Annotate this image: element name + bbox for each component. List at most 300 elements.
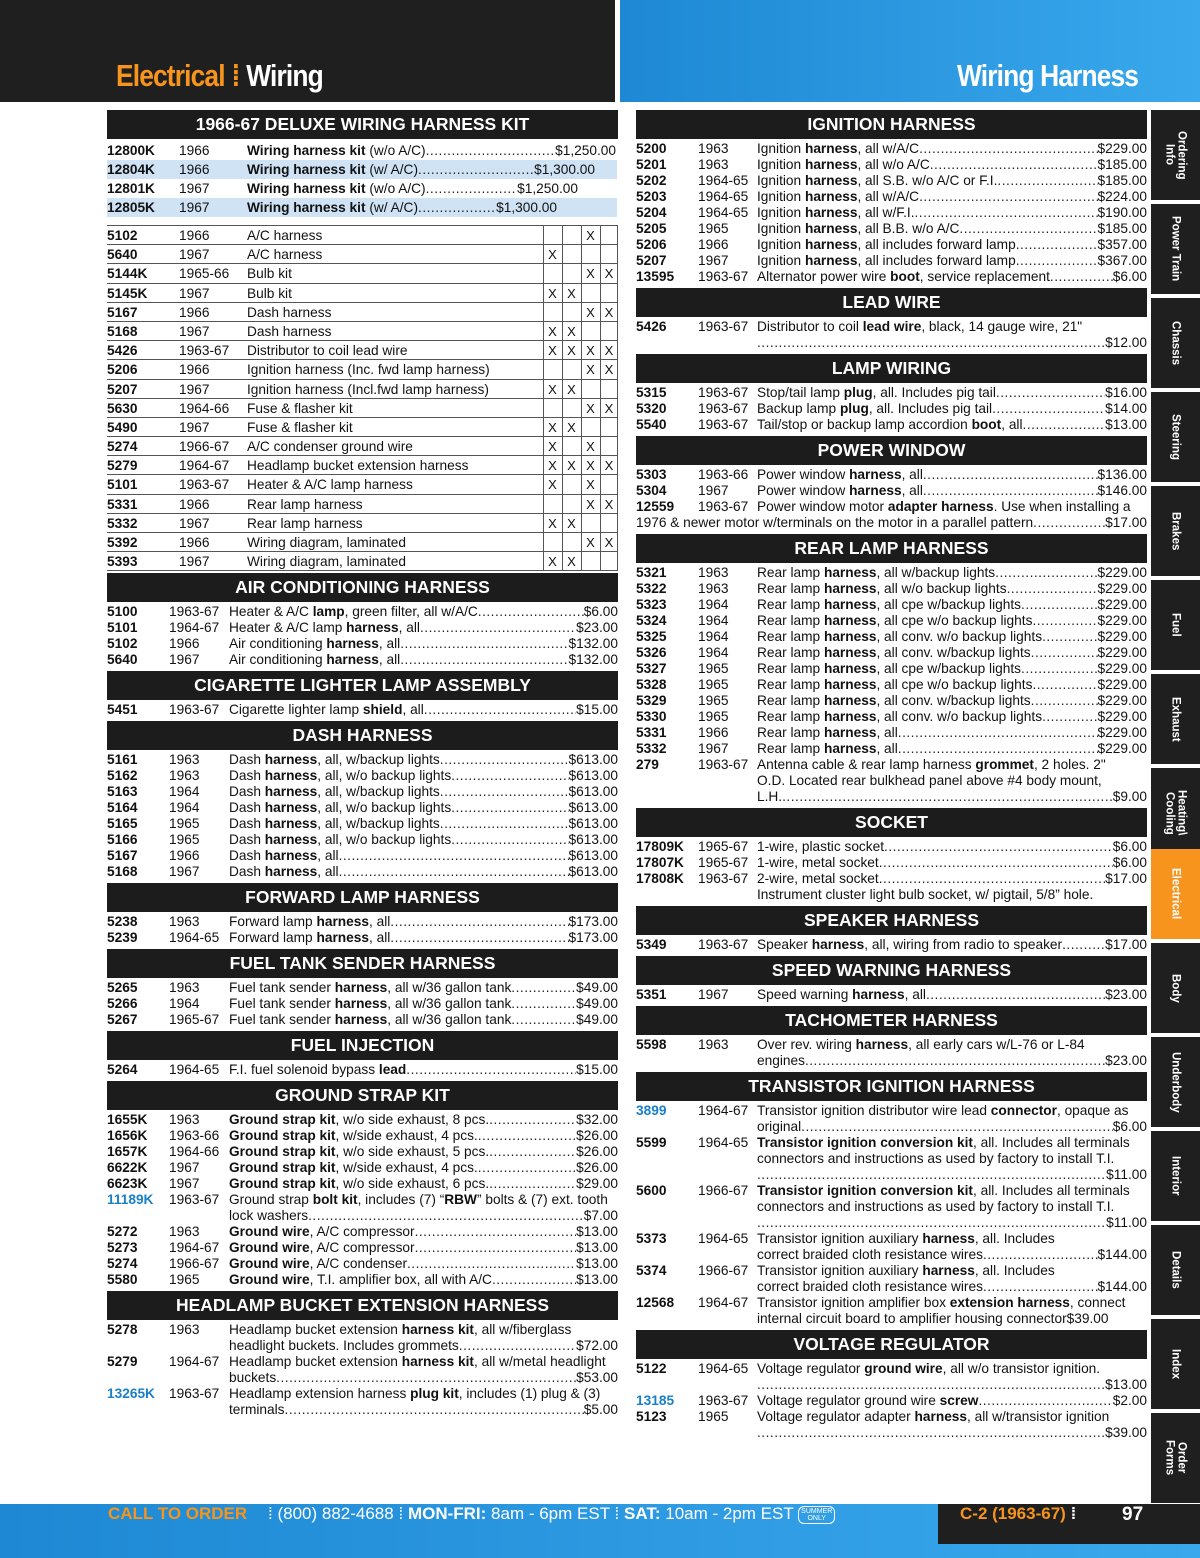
part-number: 1657K [107,1144,148,1160]
price: $229.00 [1097,613,1147,628]
catalog-item [107,1160,618,1176]
catalog-item [107,996,618,1012]
part-number: 5161 [107,752,138,768]
part-number: 5239 [107,930,138,946]
item-name: Bulb kit [247,266,292,282]
description [229,1128,618,1144]
emphasis-text: adapter harness [887,499,994,514]
kit-name: Wiring harness kit [247,181,366,196]
emphasis-text: harness [316,914,369,930]
leader-dots [992,401,1105,417]
item-line [636,1311,1147,1327]
description-text: Dash [229,816,265,832]
price: $6.00 [1112,839,1147,854]
description [229,1160,618,1176]
year: 1965 [698,677,729,692]
emphasis-text: harness [804,221,858,236]
footer-sep: ⁞ [398,1504,404,1523]
description [229,816,618,832]
price: $17.00 [1105,937,1147,952]
year: 1963-67 [698,385,749,400]
tab-exhaust[interactable] [1151,674,1200,764]
item-line [636,1053,1147,1069]
year: 1963-67 [698,871,749,886]
item-description [229,1128,478,1144]
part-number: 5204 [636,205,667,220]
grid-row [107,475,618,494]
item-description [757,1247,983,1263]
section-header: SOCKET [636,808,1147,837]
kit-check-cell: X [581,475,599,494]
catalog-item [107,604,618,620]
price: $132.00 [568,636,618,652]
tab-steering[interactable] [1151,392,1200,482]
leader-dots [459,1338,576,1354]
description-text: Dash [229,864,265,880]
catalog-item [636,693,1147,709]
kit-check-cell [600,514,618,533]
leader-dots [1023,417,1106,433]
item-line [636,189,1147,205]
item-description [757,709,1042,725]
part-number: 5426 [107,343,138,359]
right-column [636,110,1147,1444]
item-description [757,157,930,173]
item-line [107,1192,618,1208]
price: $17.00 [1105,515,1147,530]
description-text: , 2 holes. 2" [1033,757,1106,772]
description-text: Headlamp bucket extension [229,1354,402,1370]
description [757,839,1147,855]
leader-dots [1050,269,1113,285]
description [757,1199,1147,1215]
tab-power-train[interactable] [1151,204,1200,294]
section-header: FUEL INJECTION [107,1031,618,1060]
item-line [636,581,1147,597]
price: $6.00 [1112,1119,1147,1134]
year: 1963 [169,1112,200,1128]
tab-details[interactable] [1151,1225,1200,1315]
price: $29.00 [576,1176,618,1192]
leader-dots [339,848,569,864]
description-text: , all. Includes [974,1263,1055,1278]
part-number: 5331 [636,725,667,740]
price: $13.00 [1105,417,1147,432]
kit-name: Wiring harness kit [247,200,366,215]
description [757,629,1147,645]
tab-heating-cooling[interactable] [1151,768,1200,858]
catalog-item [636,709,1147,725]
description-text: , A/C condenser [309,1256,407,1272]
kit-check-cell: X [581,360,599,379]
price: $229.00 [1097,141,1147,156]
kit-check-cell [543,495,561,514]
kit-check-cell: X [581,399,599,418]
item-line [636,319,1147,335]
price: $132.00 [568,652,618,668]
description [247,141,616,160]
description-text: , all [876,725,898,740]
description [757,757,1147,773]
grid-row [107,456,618,475]
catalog-item [636,1361,1147,1393]
left-column [107,110,618,1421]
year: 1964-65 [698,189,749,204]
item-description [229,914,390,930]
tab-chassis[interactable] [1151,298,1200,388]
emphasis-text: extension harness [949,1295,1070,1310]
part-number: 12568 [636,1295,675,1310]
item-description [757,467,923,483]
leader-dots [511,996,576,1012]
section [636,956,1147,1006]
leader-dots [1032,613,1097,629]
kit-check-cell [562,437,580,456]
leader-dots [426,179,517,198]
grid-row [107,514,618,533]
description-text: Rear lamp [757,741,824,756]
emphasis-text: harness [326,636,379,652]
item-line [107,800,618,816]
item-line [107,768,618,784]
price: $173.00 [568,930,618,946]
item-description [757,677,1032,693]
tab-brakes[interactable] [1151,486,1200,576]
description-text: Voltage regulator adapter [757,1409,915,1424]
item-line [636,1037,1147,1053]
price: $146.00 [1097,483,1147,498]
item-line [636,1361,1147,1377]
part-number[interactable]: 11189K [107,1192,154,1208]
kit-check-cell [581,418,599,437]
year: 1963-67 [169,702,220,718]
catalog-item [636,677,1147,693]
item-line [636,237,1147,253]
kit-check-cell [600,245,618,264]
price: $613.00 [568,752,618,768]
description [757,597,1147,613]
item-line [107,848,618,864]
description-text: , all w/A/C [857,189,920,204]
year: 1963 [169,980,200,996]
leader-dots [420,620,576,636]
catalog-item [636,173,1147,189]
part-number: 5373 [636,1231,667,1246]
item-line [107,702,618,718]
kit-check-cell [543,303,561,322]
leader-dots [919,189,1097,205]
description-text: , all early cars w/L-76 or L-84 [908,1037,1085,1052]
emphasis-text: harness [264,832,318,848]
kit-check-cell [600,552,618,571]
description [229,1370,618,1386]
tab-interior[interactable] [1151,1131,1200,1221]
description [757,1135,1147,1151]
description-text: . Use when installing a [993,499,1131,514]
part-number[interactable]: 13265K [107,1386,155,1402]
part-number: 5328 [636,677,667,692]
item-name: A/C harness [247,228,323,243]
section [636,1330,1147,1444]
item-description [757,1393,978,1409]
description [229,864,618,880]
section [636,534,1147,808]
description-text: , all [378,652,401,668]
kit-check-cell: X [600,399,618,418]
description [757,385,1147,401]
description-text: , all conv. w/o backup lights [876,629,1043,644]
description-text: , w/side exhaust, 4 pcs. [335,1160,478,1176]
description-text: Transistor ignition auxiliary [757,1263,923,1278]
part-number: 5166 [107,832,138,848]
kit-check-cell: X [581,264,599,283]
item-line [636,221,1147,237]
item-name: Wiring diagram, laminated [247,554,406,570]
leader-dots [418,160,534,179]
emphasis-text: harness [804,253,858,268]
item-description [229,1160,478,1176]
price: $15.00 [576,1062,618,1078]
item-line [636,855,1147,871]
item-description [757,629,1042,645]
description [229,996,618,1012]
emphasis-text: harness [823,581,877,596]
leader-dots [478,1128,576,1144]
price: $26.00 [576,1144,618,1160]
kit-check-cell: X [562,552,580,571]
catalog-item [636,725,1147,741]
tab-ordering-info[interactable] [1151,110,1200,200]
section-header: CIGARETTE LIGHTER LAMP ASSEMBLY [107,671,618,700]
section [107,883,618,949]
catalog-item [636,597,1147,613]
part-number: 5303 [636,467,667,482]
description [757,253,1147,269]
section [107,1291,618,1421]
year: 1963-67 [179,343,230,359]
description-text: Antenna cable & rear lamp harness [757,757,976,772]
description [757,645,1147,661]
kit-check-cell: X [543,322,561,341]
item-description [757,581,1007,597]
description-text: Transistor ignition auxiliary [757,1231,923,1246]
leader-dots [415,1240,577,1256]
item-description [757,173,997,189]
item-line [636,1279,1147,1295]
leader-dots [1032,677,1097,693]
part-number: 5351 [636,987,667,1002]
description-text: Transistor ignition distributor wire lead [757,1103,991,1118]
year: 1963 [169,1322,200,1338]
year: 1964 [698,613,729,628]
item-description [757,645,1031,661]
year: 1967 [169,1176,200,1192]
kit-check-cell [562,475,580,494]
emphasis-text: harness [326,652,379,668]
tab-label: Steering [1169,413,1182,460]
tab-fuel[interactable] [1151,580,1200,670]
description [229,800,618,816]
item-line [636,789,1147,805]
section [636,354,1147,436]
description-text: , all [402,702,424,718]
item-name: Fuse & flasher kit [247,400,353,416]
description-text: Rear lamp [757,693,824,708]
part-number: 5238 [107,914,138,930]
item-description [757,1361,1100,1377]
kit-check-cell [600,322,618,341]
catalog-item [636,483,1147,499]
emphasis-text: harness [264,864,318,880]
item-line [107,980,618,996]
tab-electrical[interactable] [1151,849,1200,939]
year: 1966 [179,535,210,550]
kit-check-cell: X [543,284,561,303]
part-number: 5332 [107,515,138,531]
emphasis-text: Ground strap kit [229,1144,336,1160]
item-line [636,661,1147,677]
leader-dots [451,832,568,848]
emphasis-text: harness [823,677,877,692]
description-text: 2-wire, metal socket [757,871,879,886]
description-text: Stop/tail lamp [757,385,844,400]
kit-check-cell: X [581,495,599,514]
phone-number[interactable]: (800) 882-4688 [277,1504,394,1523]
part-number: 5332 [636,741,667,756]
item-description [757,483,923,499]
year: 1965 [698,221,729,236]
kit-check-cell [581,245,599,264]
grid-row [107,322,618,341]
leader-dots [424,702,576,718]
description [757,141,1147,157]
description-text: 1-wire, metal socket [757,855,879,870]
leader-dots [415,1224,577,1240]
description [757,319,1147,335]
kit-check-cell [600,226,618,245]
section-code-text: C-2 (1963-67) [960,1504,1066,1523]
kit-contents-grid [107,225,618,571]
description [757,709,1147,725]
item-line [636,839,1147,855]
item-line [636,1295,1147,1311]
tab-body[interactable] [1151,943,1200,1033]
price: $39.00 [1105,1425,1147,1440]
item-description [757,597,1021,613]
description [229,1012,618,1028]
item-line [636,725,1147,741]
leader-dots [879,871,1105,887]
item-description [757,1263,1055,1279]
price: $39.00 [1066,1311,1109,1326]
description-text: Headlamp extension harness [229,1386,411,1402]
description [757,173,1147,189]
price: $613.00 [568,848,618,864]
kit-check-cell [562,399,580,418]
part-number: 5274 [107,439,138,455]
description [757,483,1147,499]
description [757,661,1147,677]
year: 1963-67 [698,937,749,952]
price: $613.00 [568,768,618,784]
leader-dots [995,565,1097,581]
catalog-item [636,613,1147,629]
item-line [636,693,1147,709]
catalog-item [107,930,618,946]
part-number: 12801K [107,181,155,196]
emphasis-text: harness [804,237,858,252]
description-text: , all includes forward lamp [857,237,1016,252]
leader-dots [898,741,1098,757]
leader-dots [390,930,568,946]
tab-order-forms[interactable] [1151,1413,1200,1503]
emphasis-text: harness [264,768,318,784]
tab-label: Exhaust [1169,696,1182,742]
tab-index[interactable] [1151,1319,1200,1409]
part-number[interactable]: 3899 [636,1103,667,1118]
tab-underbody[interactable] [1151,1037,1200,1127]
description-text: Headlamp bucket extension [229,1322,402,1338]
call-to-order: CALL TO ORDER [108,1504,248,1523]
part-number: 279 [636,757,659,772]
price: $13.00 [576,1224,618,1240]
part-number: 5122 [636,1361,667,1376]
section [636,808,1147,906]
item-description [757,237,1016,253]
section [107,1031,618,1081]
emphasis-text: boot [890,269,920,284]
item-line [107,1370,618,1386]
emphasis-text: lead wire [862,319,922,334]
catalog-item [107,652,618,668]
description [229,768,618,784]
leader-dots [919,141,1097,157]
kit-check-cell [543,533,561,552]
item-name [247,141,426,160]
year: 1965 [698,693,729,708]
item-description [757,839,884,855]
description [757,725,1147,741]
catalog-item [107,864,618,880]
section-header: HEADLAMP BUCKET EXTENSION HARNESS [107,1291,618,1320]
description-text: Rear lamp [757,645,824,660]
emphasis-text: Ground strap kit [229,1160,336,1176]
emphasis-text: Ground wire [229,1240,310,1256]
part-number: 5393 [107,554,138,570]
description [757,1263,1147,1279]
emphasis-text: connector [990,1103,1057,1118]
footer-sep: ⁞ [1070,1504,1077,1523]
year: 1963 [698,581,729,596]
part-number: 5327 [636,661,667,676]
description [229,930,618,946]
only-text: ONLY [807,1514,826,1522]
description [229,980,618,996]
catalog-item [636,417,1147,433]
year: 1966 [179,362,210,378]
catalog-item [636,1263,1147,1295]
description-text: Air conditioning [229,652,327,668]
kit-check-cell: X [600,303,618,322]
part-number: 5374 [636,1263,667,1278]
leader-dots [1021,597,1098,613]
kit-check-cell: X [562,380,580,399]
part-number[interactable]: 13185 [636,1393,675,1408]
part-number: 5325 [636,629,667,644]
part-number: 5207 [636,253,667,268]
description [229,1112,618,1128]
description-text: 1976 & newer motor w/terminals on the motor in a parallel pattern [636,515,1034,530]
